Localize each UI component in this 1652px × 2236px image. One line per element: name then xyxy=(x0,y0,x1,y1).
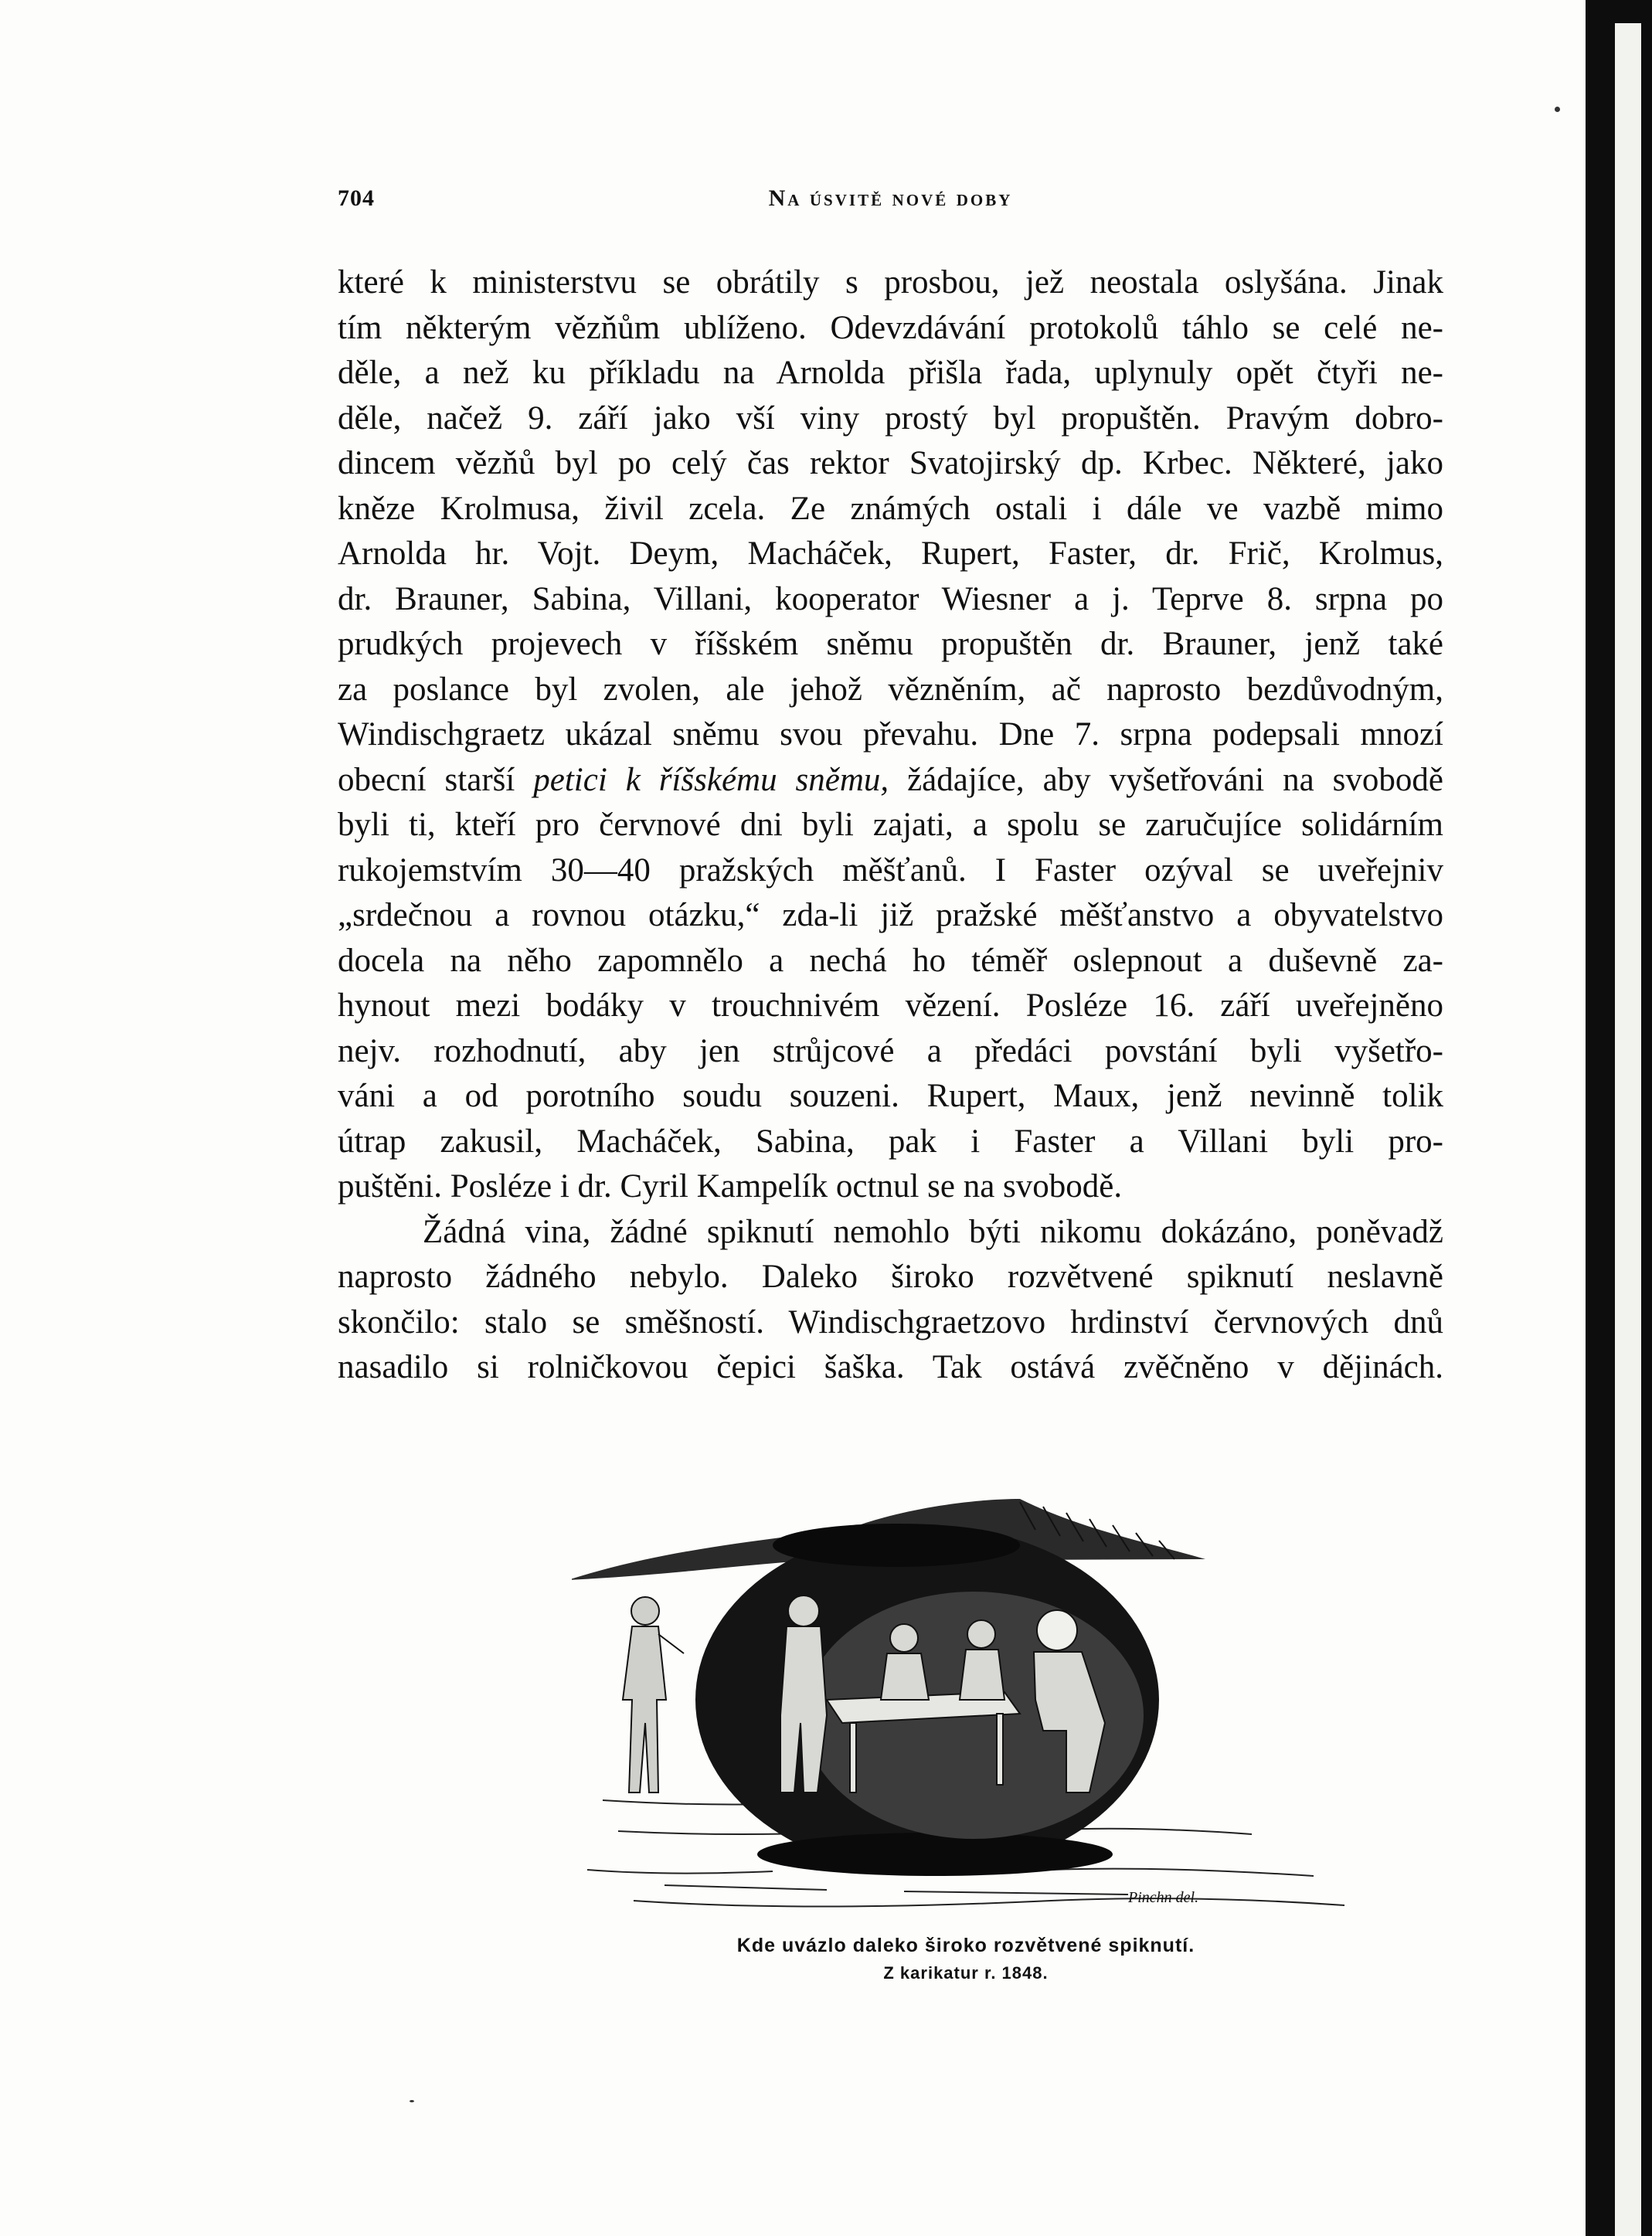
text-line: děle, a než ku příkladu na Arnolda přišla řada, uplynuly opět čtyři ne- xyxy=(338,355,1443,391)
figure-caption xyxy=(464,1932,1468,1987)
text-line: Žádná vina, žádné spiknutí nemohlo býti nikomu dokázáno, poněvadž xyxy=(423,1213,1443,1250)
text-line-with-italic xyxy=(338,758,1443,804)
text-line: dr. Brauner, Sabina, Villani, kooperator Wiesner a j. Teprve 8. srpna po xyxy=(338,580,1443,617)
text-line: dincem vězňů byl po celý čas rektor Svatojirský dp. Krbec. Některé, jako xyxy=(338,445,1443,481)
text-line: puštěni. Posléze i dr. Cyril Kampelík octnul se na svobodě. xyxy=(338,1168,1123,1205)
artist-signature: Pinchn del. xyxy=(1128,1889,1199,1906)
page-number: 704 xyxy=(338,185,375,211)
caption-title: Kde uvázlo daleko široko rozvětvené spiknutí. xyxy=(736,1935,1195,1956)
paper-speck xyxy=(410,2100,414,2102)
text-line: byli ti, kteří pro červnové dni byli zajati, a spolu se zaručujíce solidárním xyxy=(338,807,1443,843)
text-line: skončilo: stalo se směšností. Windischgraetzovo hrdinství červnových dnů xyxy=(338,1303,1443,1341)
inkwell-neck xyxy=(773,1524,1020,1567)
text-line: nejv. rozhodnutí, aby jen strůjcové a předáci povstání byli vyšetřo- xyxy=(338,1032,1443,1069)
text-line: Arnolda hr. Vojt. Deym, Macháček, Rupert, Faster, dr. Frič, Krolmus, xyxy=(338,535,1443,572)
standing-figure xyxy=(623,1597,684,1793)
body-text xyxy=(338,260,1443,1391)
caricature-illustration xyxy=(572,1468,1368,1924)
text-line: naprosto žádného nebylo. Daleko široko rozvětvené spiknutí neslavně xyxy=(338,1259,1443,1295)
text-line: kněze Krolmusa, živil zcela. Ze známých ostali i dále ve vazbě mimo xyxy=(338,490,1443,527)
text-line: „srdečnou a rovnou otázku,“ zda-li již pražské měšťanstvo a obyvatelstvo xyxy=(338,897,1443,933)
text-run: žádajíce, aby vyšetřováni na svobodě xyxy=(889,761,1443,798)
text-line: prudkých projevech v říšském sněmu propuštěn dr. Brauner, jenž také xyxy=(338,626,1443,662)
inkwell-caricature-image xyxy=(572,1468,1368,1924)
inkwell-base xyxy=(757,1833,1113,1876)
text-run: obecní starší xyxy=(338,761,534,798)
caption-source: Z karikatur r. 1848. xyxy=(883,1963,1049,1983)
text-line: docela na něho zapomnělo a nechá ho téměř oslepnout a duševně za- xyxy=(338,942,1443,979)
adjacent-page-sliver xyxy=(1615,23,1641,2236)
text-line: nasadilo si rolničkovou čepici šaška. Tak ostává zvěčněno v dějinách. xyxy=(338,1349,1443,1385)
adjacent-page-edge xyxy=(1586,0,1652,2236)
running-title: Na úsvitě nové doby xyxy=(768,185,1013,211)
text-line: za poslance byl zvolen, ale jehož vězněním, ač naprosto bezdůvodným, xyxy=(338,671,1443,708)
text-line: útrap zakusil, Macháček, Sabina, pak i Faster a Villani byli pro- xyxy=(338,1123,1443,1160)
paper-speck xyxy=(1555,107,1560,112)
text-line: rukojemstvím 30—40 pražských měšťanů. I Faster ozýval se uveřejniv xyxy=(338,851,1443,889)
text-line: hynout mezi bodáky v trouchnivém vězení. Posléze 16. září uveřejněno xyxy=(338,987,1443,1024)
text-line: váni a od porotního soudu souzeni. Rupert, Maux, jenž nevinně tolik xyxy=(338,1078,1443,1114)
text-line: Windischgraetz ukázal sněmu svou převahu. Dne 7. srpna podepsali mnozí xyxy=(338,716,1443,753)
text-line: které k ministerstvu se obrátily s prosbou, jež neostala oslyšána. Jinak xyxy=(338,264,1443,301)
text-line: děle, načež 9. září jako vší viny prostý byl propuštěn. Pravým dobro- xyxy=(338,399,1443,437)
running-head xyxy=(338,182,1443,221)
text-line: tím některým vězňům ublíženo. Odevzdávání protokolů táhlo se celé ne- xyxy=(338,309,1443,346)
italic-text-run: petici k říšskému sněmu, xyxy=(533,761,889,798)
